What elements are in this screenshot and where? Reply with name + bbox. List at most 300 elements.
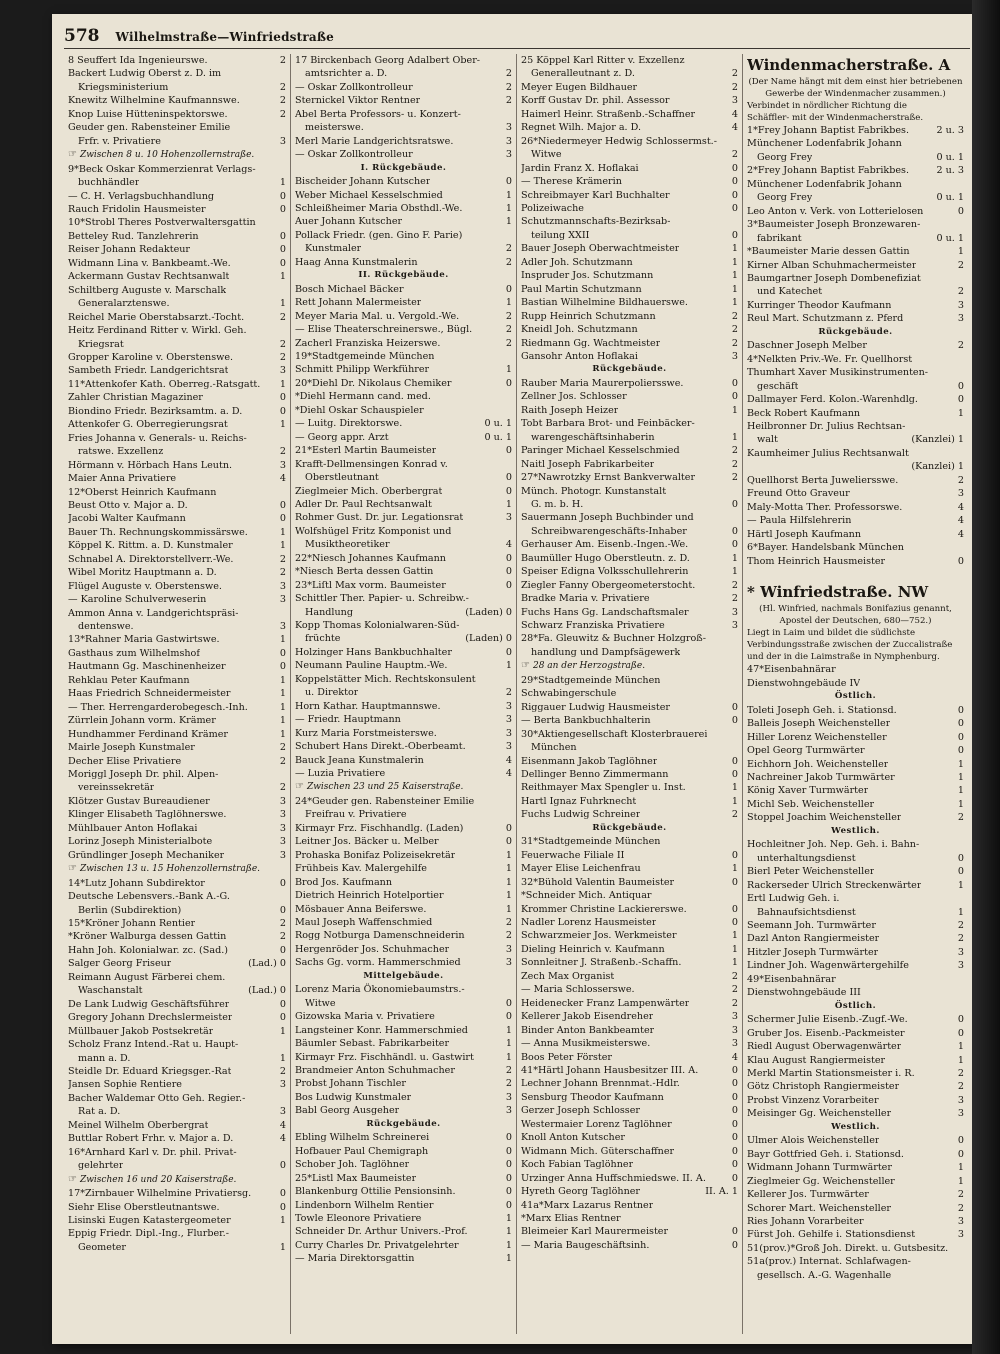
directory-entry — [521, 781, 738, 794]
directory-entry — [747, 1134, 964, 1147]
entry-text: Urzinger Anna Huffschmiedswe. II. A. — [521, 1172, 706, 1184]
floor-number: 0 — [731, 162, 738, 174]
directory-entry-continuation — [295, 471, 512, 484]
entry-text: Kaumheimer Julius Rechtsanwalt — [747, 447, 909, 459]
entry-text: Merl Marie Landgerichtsratswe. — [295, 135, 454, 147]
entry-text: Ries Johann Vorarbeiter — [747, 1215, 864, 1227]
entry-text: Bischeider Johann Kutscher — [295, 176, 431, 188]
floor-number: 3 — [505, 122, 512, 134]
floor-number: 2 — [731, 458, 738, 470]
entry-text: Hahn Joh. Kolonialwar. zc. (Sad.) — [68, 944, 229, 956]
floor-number: 1 — [505, 890, 512, 902]
directory-entry — [68, 1146, 286, 1159]
entry-text: Buttlar Robert Frhr. v. Major a. D. — [68, 1133, 234, 1145]
directory-entry — [747, 1027, 964, 1040]
floor-number: 0 — [731, 1159, 738, 1171]
entry-text: 17*Zirnbauer Wilhelmine Privatiersg. — [68, 1188, 252, 1200]
entry-text: 49*Eisenbahnärar — [747, 973, 836, 985]
entry-text: Krafft-Dellmensingen Konrad v. — [295, 458, 448, 470]
directory-entry — [521, 1064, 738, 1077]
directory-entry — [68, 701, 286, 714]
entry-text: — Friedr. Hauptmann — [295, 714, 401, 726]
directory-entry-continuation — [747, 460, 964, 473]
directory-entry — [295, 659, 512, 672]
street-location-note: und der in die Laimstraße in Nymphenburg. — [747, 652, 940, 663]
entry-text: Mösbauer Anna Beiferswe. — [295, 903, 427, 915]
floor-number: 1 — [957, 758, 964, 770]
directory-entry — [68, 418, 286, 431]
entry-text: Freifrau v. Privatiere — [305, 809, 407, 821]
entry-text: Geometer — [78, 1241, 127, 1253]
floor-number: 3 — [505, 741, 512, 753]
floor-number: 0 — [505, 1199, 512, 1211]
directory-entry — [295, 754, 512, 767]
entry-text: 41a*Marx Lazarus Rentner — [521, 1199, 654, 1211]
directory-entry-continuation — [68, 135, 286, 148]
directory-entry — [295, 1010, 512, 1023]
floor-number: 1 — [957, 1054, 964, 1066]
directory-entry — [68, 391, 286, 404]
directory-entry — [295, 619, 512, 632]
floor-number: 3 — [279, 822, 286, 834]
floor-number: 2 — [505, 1064, 512, 1076]
entry-text: Rauber Maria Maurerpoliersswe. — [521, 377, 684, 389]
pointing-hand-icon: ☞ — [68, 149, 77, 161]
directory-entry — [68, 472, 286, 485]
floor-number: 0 — [957, 731, 964, 743]
directory-entry — [521, 1172, 738, 1185]
floor-number: 1 — [957, 1162, 964, 1174]
directory-entry — [747, 474, 964, 487]
entry-text: — Karoline Schulverweserin — [68, 594, 207, 606]
floor-number: 2 — [731, 81, 738, 93]
directory-entry — [521, 310, 738, 323]
floor-number: 2 — [957, 340, 964, 352]
entry-text: Meyer Eugen Bildhauer — [521, 81, 638, 93]
directory-entry — [295, 889, 512, 902]
floor-number: (Kanzlei) 1 — [911, 434, 964, 446]
directory-entry — [295, 417, 512, 430]
directory-entry — [521, 108, 738, 121]
entry-text: Riedmann Gg. Wachtmeister — [521, 337, 661, 349]
entry-text: Klau August Rangiermeister — [747, 1054, 886, 1066]
directory-entry — [521, 202, 738, 215]
entry-text: Heidenecker Franz Lampenwärter — [521, 997, 690, 1009]
directory-entry — [295, 700, 512, 713]
floor-number: 2 — [957, 1081, 964, 1093]
floor-number: 2 — [505, 324, 512, 336]
directory-entry — [747, 663, 964, 676]
floor-number: 3 — [957, 313, 964, 325]
floor-number: 2 — [505, 930, 512, 942]
directory-entry — [521, 337, 738, 350]
floor-number: 1 — [505, 1253, 512, 1265]
floor-number: 0 — [279, 203, 286, 215]
entry-text: Attenkofer G. Oberregierungsrat — [68, 419, 228, 431]
entry-text: Heilbronner Dr. Julius Rechtsan- — [747, 420, 906, 432]
floor-number: 1 — [731, 566, 738, 578]
entry-text: Bauer Th. Rechnungskommissärswe. — [68, 526, 248, 538]
directory-entry — [68, 971, 286, 984]
entry-text: Zieglmeier Mich. Oberbergrat — [295, 485, 443, 497]
entry-text: — Maria Direktorsgattin — [295, 1253, 415, 1265]
directory-entry — [521, 632, 738, 645]
directory-entry — [521, 1239, 738, 1252]
floor-number: 2 — [279, 1065, 286, 1077]
directory-entry — [68, 633, 286, 646]
directory-entry — [747, 1215, 964, 1228]
entry-text: Rehklau Peter Kaufmann — [68, 674, 190, 686]
directory-entry — [521, 54, 738, 67]
directory-entry — [295, 377, 512, 390]
floor-number: 1 — [505, 849, 512, 861]
floor-number: 3 — [279, 849, 286, 861]
directory-entry — [747, 420, 964, 433]
entry-text: Jacobi Walter Kaufmann — [68, 513, 186, 525]
entry-text: Thumhart Xaver Musikinstrumenten- — [747, 367, 929, 379]
floor-number: 2 — [505, 81, 512, 93]
directory-entry — [295, 1212, 512, 1225]
floor-number: 0 — [731, 1132, 738, 1144]
floor-number: 1 — [731, 552, 738, 564]
floor-number: 2 — [957, 474, 964, 486]
floor-number: 0 — [279, 1201, 286, 1213]
entry-text: Lindner Joh. Wagenwärtergehilfe — [747, 960, 909, 972]
entry-text: Mayer Elise Leichenfrau — [521, 863, 641, 875]
floor-number: 3 — [505, 135, 512, 147]
directory-entry — [521, 876, 738, 889]
floor-number: 4 — [505, 539, 512, 551]
directory-entry — [521, 674, 738, 687]
street-name-origin: (Hl. Winfried, nachmals Bonifazius genannt, — [759, 604, 952, 615]
floor-number: 0 — [505, 1132, 512, 1144]
floor-number: 0 — [505, 176, 512, 188]
directory-entry — [747, 758, 964, 771]
note-text: Zwischen 16 und 20 Kaiserstraße. — [79, 1174, 237, 1185]
entry-text: Kirmayr Frz. Fischhändl. u. Gastwirt — [295, 1051, 474, 1063]
floor-number: 4 — [505, 754, 512, 766]
entry-text: Knewitz Wilhelmine Kaufmannswe. — [68, 95, 240, 107]
directory-entry-continuation — [295, 242, 512, 255]
directory-entry — [747, 178, 964, 191]
building-subheading: Rückgebäude. — [592, 822, 667, 833]
directory-entry — [295, 983, 512, 996]
floor-number: 1 — [731, 270, 738, 282]
directory-entry — [68, 714, 286, 727]
entry-text: Lorenz Maria Ökonomiebaumstrs.- — [295, 984, 465, 996]
floor-number: 3 — [279, 809, 286, 821]
floor-number: 0 — [731, 391, 738, 403]
directory-entry — [747, 501, 964, 514]
entry-text: 17 Birckenbach Georg Adalbert Ober- — [295, 55, 481, 66]
directory-page — [52, 14, 982, 1344]
floor-number: 2 — [957, 1202, 964, 1214]
directory-entry — [295, 189, 512, 202]
directory-entry — [521, 390, 738, 403]
directory-entry — [295, 1172, 512, 1185]
entry-text: Meyer Maria Mal. u. Vergold.-We. — [295, 310, 460, 322]
floor-number: 2 — [731, 997, 738, 1009]
directory-entry — [295, 108, 512, 121]
directory-entry — [295, 283, 512, 296]
entry-text: Beck Robert Kaufmann — [747, 407, 861, 419]
entry-text: Fuchs Hans Gg. Landschaftsmaler — [521, 606, 689, 618]
floor-number: 2 — [279, 311, 286, 323]
floor-number: 0 — [731, 1091, 738, 1103]
directory-entry — [747, 1013, 964, 1026]
directory-entry — [295, 323, 512, 336]
directory-entry — [747, 879, 964, 892]
floor-number: 2 — [731, 310, 738, 322]
directory-entry-continuation — [521, 431, 738, 444]
directory-entry-continuation — [747, 151, 964, 164]
directory-entry — [521, 687, 738, 700]
directory-entry — [68, 795, 286, 808]
directory-entry-continuation — [68, 781, 286, 794]
floor-number: 0 — [505, 1172, 512, 1184]
entry-text: Frfr. v. Privatiere — [78, 135, 161, 147]
entry-text: Kriegsministerium — [78, 81, 169, 93]
directory-entry — [747, 798, 964, 811]
directory-entry — [68, 94, 286, 107]
entry-text: Waschanstalt — [78, 985, 143, 997]
directory-entry — [747, 892, 964, 905]
directory-entry — [747, 838, 964, 851]
directory-entry-continuation — [68, 620, 286, 633]
directory-entry — [295, 713, 512, 726]
entry-text: 21*Esterl Martin Baumeister — [295, 445, 437, 457]
directory-entry — [295, 1158, 512, 1171]
directory-entry-continuation — [521, 229, 738, 242]
directory-entry — [295, 943, 512, 956]
entry-text: Bleimeier Karl Maurermeister — [521, 1226, 669, 1238]
directory-entry — [747, 744, 964, 757]
directory-entry-continuation — [295, 606, 512, 619]
directory-entry — [295, 740, 512, 753]
floor-number: 2 — [731, 593, 738, 605]
entry-text: Klinger Elisabeth Taglöhnerswe. — [68, 809, 227, 821]
entry-text: Krommer Christine Lackiererswe. — [521, 903, 687, 915]
floor-number: 3 — [957, 1229, 964, 1241]
entry-text: Kneidl Joh. Schutzmann — [521, 324, 638, 336]
floor-number: 0 — [279, 230, 286, 242]
floor-number: 1 — [505, 1051, 512, 1063]
directory-entry — [747, 164, 964, 177]
entry-text: Jansen Sophie Rentiere — [68, 1079, 182, 1091]
entry-text: Ebling Wilhelm Schreinerei — [295, 1132, 430, 1144]
note-text: Zwischen 13 u. 15 Hohenzollernstraße. — [79, 864, 261, 875]
directory-entry — [521, 1145, 738, 1158]
directory-entry — [68, 284, 286, 297]
directory-entry — [747, 205, 964, 218]
directory-entry — [295, 646, 512, 659]
floor-number: 2 — [505, 917, 512, 928]
floor-number: 3 — [505, 700, 512, 712]
entry-text: 4*Nelkten Priv.-We. Fr. Quellhorst — [747, 353, 913, 365]
entry-text: Georg Frey — [757, 151, 813, 163]
floor-number: 2 — [957, 259, 964, 271]
floor-number: 2 — [505, 243, 512, 255]
entry-text: Münchener Lodenfabrik Johann — [747, 138, 902, 150]
floor-number: 4 — [279, 1119, 286, 1131]
street-name-origin: Apostel der Deutschen, 680—752.) — [779, 616, 932, 627]
floor-number: 2 — [957, 286, 964, 298]
entry-text: Gerhauser Am. Eisenb.-Ingen.-We. — [521, 539, 689, 551]
floor-number: 1 — [731, 930, 738, 942]
entry-text: Meinel Wilhelm Oberbergrat — [68, 1119, 209, 1131]
directory-entry — [747, 811, 964, 824]
entry-text: Ulmer Alois Weichensteller — [747, 1135, 880, 1147]
entry-text: Balleis Joseph Weichensteller — [747, 718, 891, 730]
floor-number: 2 — [731, 337, 738, 349]
directory-entry — [521, 135, 738, 148]
directory-entry-continuation — [68, 984, 286, 997]
directory-entry — [295, 956, 512, 969]
directory-entry — [295, 175, 512, 188]
directory-entry — [295, 1199, 512, 1212]
directory-entry — [68, 432, 286, 445]
entry-text: Bayr Gottfried Geh. i. Stationsd. — [747, 1148, 904, 1160]
entry-text: unterhaltungsdienst — [757, 852, 856, 864]
floor-number: 0 — [731, 498, 738, 510]
directory-entry — [295, 350, 512, 363]
entry-text: Decher Elise Privatiere — [68, 755, 182, 767]
entry-text: Schneider Dr. Arthur Univers.-Prof. — [295, 1226, 468, 1238]
floor-number: 2 — [505, 687, 512, 699]
floor-number: 0 — [731, 1105, 738, 1117]
entry-text: Hyreth Georg Taglöhner — [521, 1186, 641, 1198]
directory-entry — [68, 1201, 286, 1214]
directory-entry — [68, 728, 286, 741]
entry-text: Freund Otto Graveur — [747, 488, 850, 500]
directory-entry-continuation — [295, 686, 512, 699]
directory-entry — [295, 363, 512, 376]
floor-number: 2 — [957, 920, 964, 932]
floor-number: 3 — [279, 459, 286, 471]
floor-number: 3 — [957, 1108, 964, 1120]
directory-entry — [521, 1091, 738, 1104]
directory-columns — [64, 54, 968, 1334]
entry-text: Bosch Michael Bäcker — [295, 283, 404, 295]
directory-entry — [68, 54, 286, 67]
directory-entry — [68, 768, 286, 781]
floor-number: 2 — [957, 812, 964, 824]
directory-entry — [521, 81, 738, 94]
floor-number: 2 — [505, 1078, 512, 1090]
building-subheading: Mittelgebäude. — [363, 970, 444, 981]
entry-text: Maul Joseph Waffenschmied — [295, 917, 433, 928]
floor-number: 1 — [505, 1226, 512, 1238]
floor-number: 0 — [505, 1011, 512, 1023]
entry-text: buchhändler — [78, 177, 140, 189]
floor-number: 0 — [505, 997, 512, 1009]
directory-entry — [747, 704, 964, 717]
directory-entry-continuation — [68, 176, 286, 189]
floor-number: 1 — [731, 283, 738, 295]
entry-text: Nadler Lorenz Hausmeister — [521, 917, 657, 928]
entry-text: 9*Beck Oskar Kommerzienrat Verlags- — [68, 163, 256, 175]
street-location-note: Verbindungsstraße zwischen der Zuccalistraße — [747, 640, 953, 651]
directory-entry — [68, 944, 286, 957]
directory-entry — [521, 889, 738, 902]
entry-text: gelehrter — [78, 1160, 124, 1172]
entry-text: Towle Eleonore Privatiere — [295, 1212, 422, 1224]
directory-entry-continuation — [295, 632, 512, 645]
floor-number: 2 — [731, 809, 738, 821]
directory-entry — [68, 1092, 286, 1105]
floor-number: 0 — [505, 579, 512, 591]
entry-text: 28*Fa. Gleuwitz & Buchner Holzgroß- — [521, 633, 706, 645]
directory-entry — [295, 404, 512, 417]
floor-number: 0 — [279, 1188, 286, 1200]
directory-entry — [747, 299, 964, 312]
directory-entry — [295, 822, 512, 835]
directory-entry — [521, 296, 738, 309]
entry-text: Pollack Friedr. (gen. Gino F. Parie) — [295, 229, 463, 241]
floor-number: 1 — [279, 634, 286, 646]
floor-number: 0 — [731, 1078, 738, 1090]
running-header — [64, 26, 970, 49]
directory-entry — [68, 998, 286, 1011]
entry-text: Bierl Peter Weichensteller — [747, 866, 875, 878]
entry-text: Binder Anton Bankbeamter — [521, 1024, 655, 1036]
entry-text: Rackerseder Ulrich Streckenwärter — [747, 879, 922, 891]
directory-entry — [68, 324, 286, 337]
floor-number: 1 — [279, 526, 286, 538]
entry-text: Hofbauer Paul Chemigraph — [295, 1145, 429, 1157]
entry-text: Koch Fabian Taglöhner — [521, 1159, 634, 1171]
directory-entry — [295, 929, 512, 942]
entry-text: handlung und Dampfsägewerk — [531, 646, 681, 658]
entry-text: Bacher Waldemar Otto Geh. Regier.- — [68, 1092, 246, 1104]
floor-number: 1 — [279, 298, 286, 310]
floor-number: 1 — [505, 1024, 512, 1036]
directory-entry — [68, 539, 286, 552]
directory-entry — [295, 903, 512, 916]
floor-number: 0 — [279, 244, 286, 256]
directory-entry — [295, 916, 512, 929]
entry-text: Korff Gustav Dr. phil. Assessor — [521, 95, 670, 107]
building-subheading: I. Rückgebäude. — [360, 162, 447, 173]
directory-entry — [68, 190, 286, 203]
entry-text: Götz Christoph Rangiermeister — [747, 1081, 900, 1093]
floor-number: 0 — [505, 472, 512, 484]
directory-entry — [295, 135, 512, 148]
directory-entry — [68, 957, 286, 970]
entry-text: Haas Friedrich Schneidermeister — [68, 688, 231, 700]
entry-text: Leo Anton v. Verk. von Lotterielosen — [747, 205, 924, 217]
directory-entry — [521, 795, 738, 808]
entry-text: Schmitt Philipp Werkführer — [295, 364, 430, 376]
entry-text: Biondino Friedr. Bezirksamtm. a. D. — [68, 405, 243, 417]
directory-entry — [295, 1104, 512, 1117]
entry-text: Beust Otto v. Major a. D. — [68, 499, 188, 511]
entry-text: Lindenborn Wilhelm Rentier — [295, 1199, 434, 1211]
entry-text: Gizowska Maria v. Privatiere — [295, 1011, 435, 1023]
building-subheading: Östlich. — [834, 691, 877, 702]
entry-text: Bauer Joseph Oberwachtmeister — [521, 243, 680, 255]
directory-entry — [68, 607, 286, 620]
directory-entry-continuation — [295, 67, 512, 80]
directory-entry — [295, 431, 512, 444]
directory-entry — [295, 1037, 512, 1050]
floor-number: 2 — [279, 55, 286, 66]
directory-entry — [747, 312, 964, 325]
directory-entry — [68, 243, 286, 256]
directory-entry — [521, 94, 738, 107]
entry-text: Raith Joseph Heizer — [521, 404, 619, 416]
directory-entry-continuation — [747, 1269, 964, 1282]
